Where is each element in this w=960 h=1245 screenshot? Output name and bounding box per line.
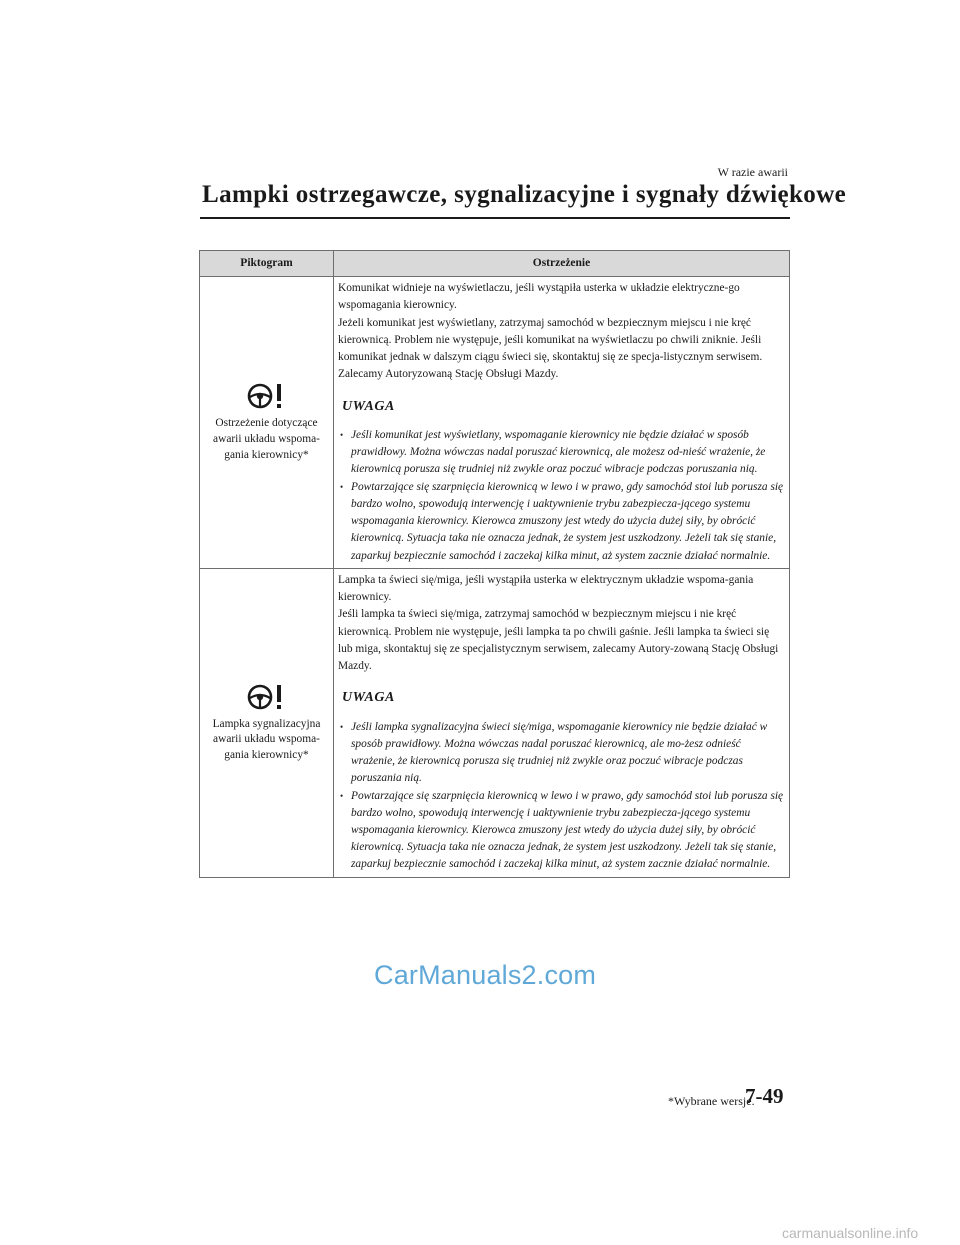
section-label: W razie awarii (717, 165, 788, 179)
caution-label: UWAGA (342, 690, 395, 706)
title-rule (200, 217, 790, 219)
caution-label: UWAGA (342, 398, 395, 414)
watermark-site[interactable]: carmanualsonline.info (782, 1225, 919, 1241)
footnote: *Wybrane wersje. (668, 1094, 755, 1108)
column-header-pictogram: Piktogram (200, 251, 334, 277)
description-text: Lampka ta świeci się/miga, jeśli wystąpiła usterka w elektrycznym układzie wspoma-gania kierownicy. (338, 573, 754, 603)
watermark-logo[interactable]: CarManuals2.com (374, 960, 597, 990)
caution-item: • Powtarzające się szarpnięcia kierownicą w lewo i w prawo, gdy samochód stoi lub porusza się bardzo wolno, spowodują interwencję i uaktywnienie trybu zabezpiecza-jącego systemu wspomagania kierownicy. Kierowca zmuszony jest wtedy do użycia dużej siły, by obrócić kierownicą. Sytuacja taka nie oznacza jednak, że system jest uszkodzony. Jeżeli tak się stanie, zaparkuj bezpiecznie samochód i zaczekaj kilka minut, aż system zacznie działać normalnie. (338, 479, 786, 565)
page-number: 7-49 (745, 1084, 784, 1108)
pictogram-cell (200, 277, 334, 569)
steering-wheel-exclamation-icon (246, 682, 288, 712)
caution-item: • Powtarzające się szarpnięcia kierownicą w lewo i w prawo, gdy samochód stoi lub porusza się bardzo wolno, spowodują interwencję i uaktywnienie trybu zabezpiecza-jącego systemu wspomagania kierownicy. Kierowca zmuszony jest wtedy do użycia dużej siły, by obrócić kierownicą. Sytuacja taka nie oznacza jednak, że system jest uszkodzony. Jeżeli tak się stanie, zaparkuj bezpiecznie samochód i zaczekaj kilka minut, aż system zacznie działać normalnie. (338, 788, 786, 874)
column-header-warning: Ostrzeżenie (334, 251, 790, 277)
steering-wheel-exclamation-icon (246, 381, 288, 411)
warning-table (199, 250, 790, 878)
caution-item: • Jeśli lampka sygnalizacyjna świeci się/miga, wspomaganie kierownicy nie będzie działać w sposób prawidłowy. Można wówczas nadal poruszać kierownicą, ale mo-żesz odnieść wrażenie, że kierownicą porusza się trudniej niż zwykle oraz poczuć wibracje podczas poruszania nią. (338, 719, 786, 788)
description-text: Jeśli lampka ta świeci się/miga, zatrzymaj samochód w bezpiecznym miejscu i nie kręć kierownicą. Problem nie występuje, jeśli lampka ta po chwili gaśnie. Jeśli lampka ta świeci się lub miga, skontaktuj się ze specjalistycznym serwisem, zalecamy Autory-zowaną Stację Obsługi Mazdy. (338, 608, 779, 673)
pictogram-caption: Ostrzeżenie dotyczące awarii układu wspoma-gania kierownicy* (213, 417, 320, 461)
table-row (200, 568, 790, 877)
pictogram-caption: Lampka sygnalizacyjna awarii układu wspoma-gania kierownicy* (212, 717, 321, 761)
caution-item: • Jeśli komunikat jest wyświetlany, wspomaganie kierownicy nie będzie działać w sposób prawidłowy. Można wówczas nadal poruszać kierownicą, ale możesz od-nieść wrażenie, że kierownicą porusza się trudniej niż zwykle oraz poczuć wibracje podczas poruszania nią. (338, 427, 786, 479)
page-title: Lampki ostrzegawcze, sygnalizacyjne i sygnały dźwiękowe (202, 181, 847, 208)
caution-list (338, 427, 786, 565)
description-text: Jeżeli komunikat jest wyświetlany, zatrzymaj samochód w bezpiecznym miejscu i nie kręć kierownicą. Problem nie występuje, jeśli komunikat na wyświetlaczu po chwili zniknie. Jeśli komunikat jednak w dalszym ciągu świeci się, skontaktuj się ze specja-listycznym serwisem. Zalecamy Autoryzowaną Stację Obsługi Mazdy. (338, 316, 763, 381)
table-row (200, 277, 790, 569)
pictogram-cell (200, 568, 334, 877)
description-text: Komunikat widnieje na wyświetlaczu, jeśli wystąpiła usterka w układzie elektryczne-go wspomagania kierownicy. (338, 282, 740, 312)
description-cell (334, 277, 790, 569)
caution-list (338, 719, 786, 874)
description-cell (334, 568, 790, 877)
